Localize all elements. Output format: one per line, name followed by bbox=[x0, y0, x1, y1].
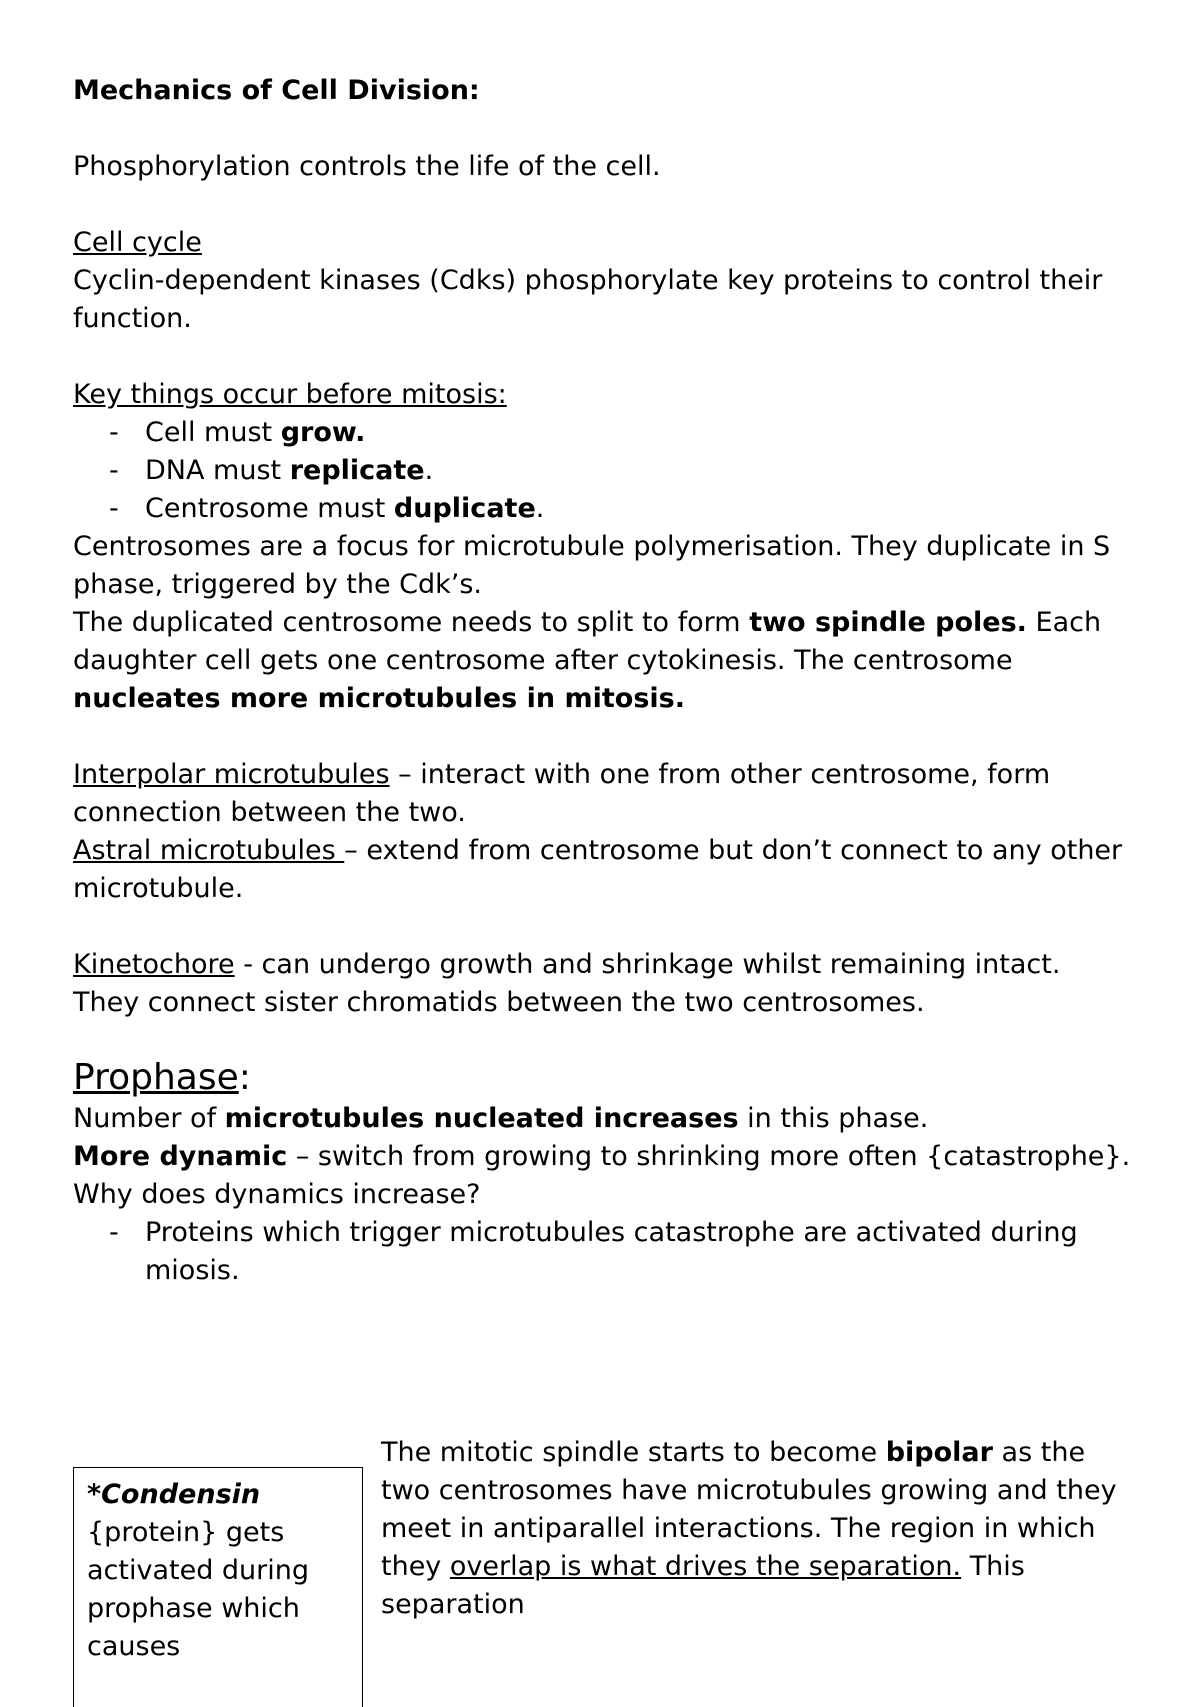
kinetochore-paragraph: Kinetochore - can undergo growth and shrinkage whilst remaining intact. They connect sister chromatids between the two centrosomes. bbox=[73, 949, 1061, 1018]
kinetochore-term: Kinetochore bbox=[73, 949, 235, 980]
prophase-line-1: Number of microtubules nucleated increases in this phase. bbox=[73, 1103, 929, 1134]
cell-cycle-paragraph: Cyclin-dependent kinases (Cdks) phosphorylate key proteins to control their function. bbox=[73, 265, 1103, 334]
astral-term: Astral microtubules bbox=[73, 835, 345, 866]
condensin-title: *Condensin bbox=[87, 1479, 261, 1510]
list-item: - Centrosome must duplicate. bbox=[73, 490, 1133, 528]
list-item: - Cell must grow. bbox=[73, 414, 1133, 452]
centrosome-split-paragraph: The duplicated centrosome needs to split to form two spindle poles. Each daughter cell gets one centrosome after cytokinesis. The centrosome nucleates more microtubules in mitosis. bbox=[73, 607, 1102, 714]
prophase-list bbox=[73, 1214, 1133, 1290]
spindle-paragraph: The mitotic spindle starts to become bipolar as the two centrosomes have microtubules growing and they meet in antiparallel interactions. The region in which they overlap is what drives the separation. This separation bbox=[381, 1437, 1117, 1620]
centrosome-paragraph: Centrosomes are a focus for microtubule polymerisation. They duplicate in S phase, triggered by the Cdk’s. bbox=[73, 531, 1111, 600]
before-mitosis-list bbox=[73, 414, 1133, 528]
interpolar-paragraph: Interpolar microtubules – interact with one from other centrosome, form connection between the two. bbox=[73, 759, 1051, 828]
list-item: - Proteins which trigger microtubules catastrophe are activated during miosis. bbox=[73, 1214, 1133, 1290]
interpolar-term: Interpolar microtubules bbox=[73, 759, 390, 790]
document-body bbox=[73, 72, 1133, 1290]
astral-paragraph: Astral microtubules – extend from centrosome but don’t connect to any other microtubule. bbox=[73, 835, 1123, 904]
prophase-line-2: More dynamic – switch from growing to shrinking more often {catastrophe}. bbox=[73, 1141, 1131, 1172]
list-item: - DNA must replicate. bbox=[73, 452, 1133, 490]
prophase-question: Why does dynamics increase? bbox=[73, 1179, 481, 1210]
cell-cycle-heading: Cell cycle bbox=[73, 227, 202, 258]
condensin-text-box bbox=[73, 1467, 363, 1707]
prophase-heading: Prophase: bbox=[73, 1057, 251, 1098]
intro-paragraph: Phosphorylation controls the life of the cell. bbox=[73, 151, 661, 182]
before-mitosis-heading: Key things occur before mitosis: bbox=[73, 379, 507, 410]
document-title: Mechanics of Cell Division: bbox=[73, 75, 480, 106]
condensin-text: {protein} gets activated during prophase which causes bbox=[87, 1517, 310, 1662]
